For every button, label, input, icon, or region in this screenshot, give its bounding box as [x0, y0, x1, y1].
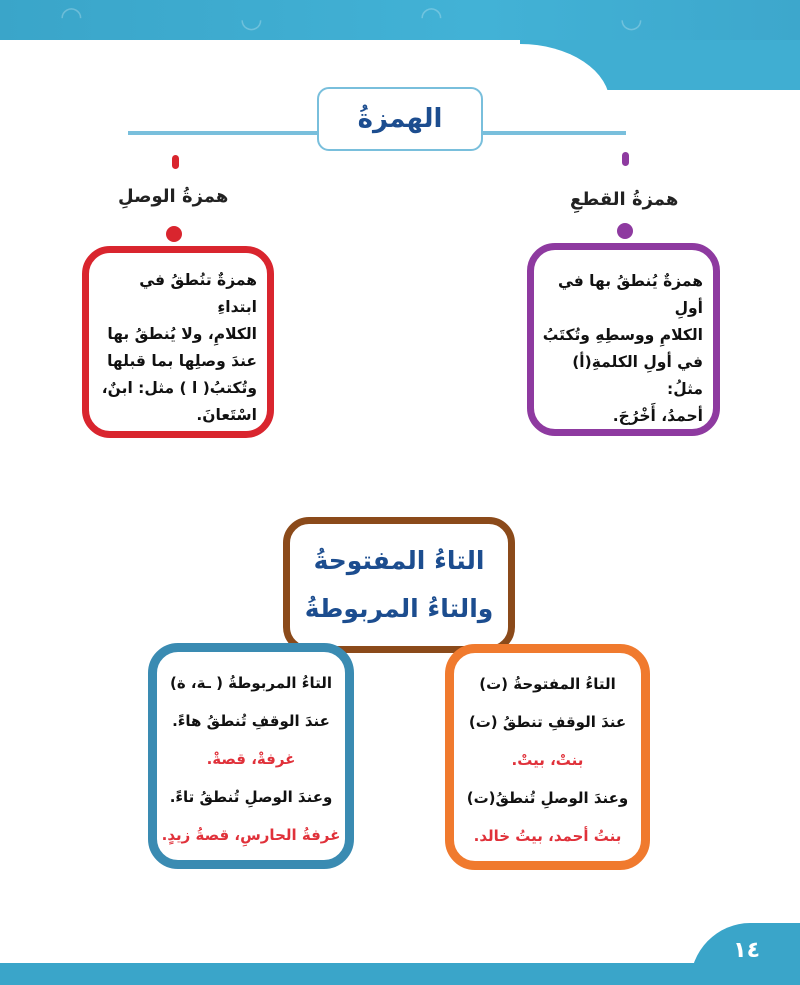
top-banner — [0, 0, 800, 44]
top-banner-tail — [520, 40, 800, 130]
wasl-line: عندَ وصلِها بما قبلها — [107, 352, 257, 370]
decor-glyph: ◠ — [420, 2, 443, 32]
wasl-line: وتُكتبُ( ا ) مثل: ابنٌ، — [101, 379, 257, 397]
wasl-line: الكلامِ، ولا يُنطقُ بها — [107, 325, 257, 343]
maftuha-line: عندَ الوقفِ تنطقُ (ت) — [468, 713, 627, 731]
marbuta-card — [148, 643, 354, 869]
qat-line: في أولِ الكلمةِ(أ) مثلُ: — [572, 353, 703, 398]
main-title: الهمزةُ — [317, 87, 483, 151]
marbuta-line: عندَ الوقفِ تُنطقُ هاءً. — [172, 712, 330, 730]
marbuta-example: غرفةُ الحارسِ، قصةُ زيدٍ. — [161, 826, 341, 844]
maftuha-line: التاءُ المفتوحةُ (ت) — [479, 675, 616, 693]
bottom-banner — [0, 963, 800, 985]
decor-glyph: ◡ — [240, 4, 263, 34]
wasl-card — [82, 246, 274, 438]
wasl-line: اسْتَعانَ. — [196, 406, 257, 424]
marbuta-example: غرفةْ، قصةْ. — [206, 750, 296, 768]
purple-dot — [617, 223, 633, 239]
maftuha-example: بنتْ، بيتْ. — [511, 751, 584, 769]
red-marker — [172, 155, 179, 169]
maftuha-example: بنتُ أحمد، بيتُ خالد. — [473, 827, 622, 845]
decor-glyph: ◠ — [60, 2, 83, 32]
connector-line-right — [479, 131, 626, 135]
taa-title-line: والتاءُ المربوطةُ — [304, 594, 494, 623]
marbuta-line: التاءُ المربوطةُ ( ـة، ة) — [170, 674, 332, 692]
purple-marker — [622, 152, 629, 166]
maftuha-line: وعندَ الوصلِ تُنطقُ(ت) — [466, 789, 629, 807]
wasl-label: همزةُ الوصلِ — [118, 186, 229, 207]
taa-title-box — [283, 517, 515, 653]
wasl-line: همزةٌ تنُطقُ في ابتداءِ — [139, 271, 257, 316]
qat-card — [527, 243, 720, 436]
decor-glyph: ◡ — [620, 4, 643, 34]
qat-line: همزةٌ يُنطقُ بها في أولِ — [557, 272, 703, 317]
red-dot — [166, 226, 182, 242]
qat-line: أحمدُ، أَخْرُجَ. — [612, 407, 703, 425]
taa-title-line: التاءُ المفتوحةُ — [313, 546, 485, 575]
connector-line-left — [128, 131, 317, 135]
maftuha-card — [445, 644, 650, 870]
qat-line: الكلامِ ووسطِهِ وتُكتَبُ — [542, 326, 703, 344]
marbuta-line: وعندَ الوصلِ تُنطقُ تاءً. — [169, 788, 333, 806]
page-number: ١٤ — [733, 938, 760, 963]
qat-label: همزةُ القطعِ — [570, 189, 679, 210]
